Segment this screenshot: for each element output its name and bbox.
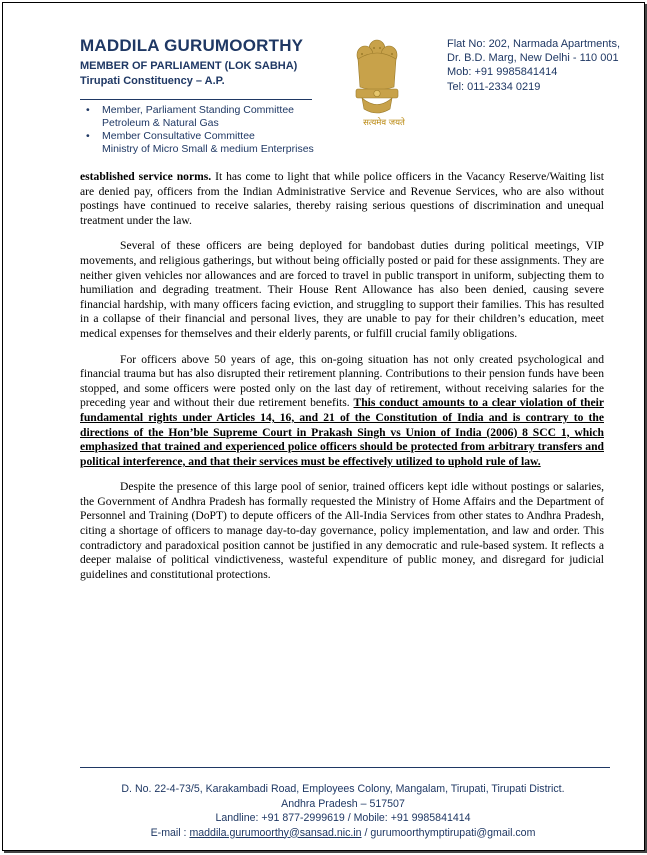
address-line2: Dr. B.D. Marg, New Delhi - 110 001 (447, 52, 619, 64)
letterhead-divider (80, 99, 312, 100)
paragraph-text: For officers above 50 years of age, this on-going situation has not only created psychological and financial trauma but has also disrupted their retirement planning. Contributions to their pension funds have been stopped, and some officers were posted only on the last day of retirement, without receiving salaries for the preceding year and without their due retirement benefits. (80, 352, 604, 410)
emblem-motto: सत्यमेव जयते (363, 118, 405, 128)
mp-constituency: Tirupati Constituency – A.P. (80, 75, 225, 87)
committee-item (86, 130, 314, 156)
email-label: E-mail : (150, 826, 190, 839)
bullet-icon: • (86, 104, 90, 116)
national-emblem-icon (348, 37, 406, 123)
emphasized-text: This conduct amounts to a clear violation of their fundamental rights under Articles 14, 16, and 21 of the Constitution of India and is contrary to the directions of the Hon’ble Supreme Court in Prakash Singh vs Union of India (2006) 8 SCC 1, which emphasized that trained and experienced police officers should be protected from arbitrary transfers and political interference, and that their services must be effectively utilized to uphold rule of law. (80, 396, 604, 468)
mp-position: MEMBER OF PARLIAMENT (LOK SABHA) (80, 60, 298, 72)
committee-item (86, 104, 314, 130)
paragraph-3 (80, 353, 604, 470)
email-link[interactable]: maddila.gurumoorthy@sansad.nic.in (189, 826, 362, 839)
committee-subject: Petroleum & Natural Gas (102, 117, 219, 129)
telephone-number: Tel: 011-2334 0219 (447, 81, 541, 93)
letter-page (2, 2, 645, 851)
letter-body (80, 170, 604, 593)
committee-list (86, 104, 314, 156)
footer-state: Andhra Pradesh – 517507 (281, 797, 405, 810)
footer-address: D. No. 22-4-73/5, Karakambadi Road, Employees Colony, Mangalam, Tirupati, Tirupati District. (121, 783, 565, 795)
footer (73, 782, 613, 840)
committee-title: Member, Parliament Standing Committee (102, 104, 294, 116)
email-secondary: / gurumoorthymptirupati@gmail.com (361, 826, 536, 839)
bullet-icon: • (86, 130, 90, 142)
paragraph-lead: established service norms. (80, 170, 212, 183)
paragraph-4: Despite the presence of this large pool of senior, trained officers kept idle without postings or salaries, the Government of Andhra Pradesh has formally requested the Ministry of Home Affairs and the Department of Personnel and Training (DoPT) to depute officers of the All-India Services from other states to Andhra Pradesh, citing a shortage of officers to manage day-to-day governance, policy implementation, and law and order. This contradictory and paradoxical position cannot be justified in any democratic and rule-based system. It reflects a deeper malaise of political vindictiveness, wasteful expenditure of public money, and disregard for judicial guidelines and constitutional protections. (80, 480, 604, 581)
mp-name: MADDILA GURUMOORTHY (80, 36, 304, 55)
footer-divider (80, 767, 610, 768)
mobile-number: Mob: +91 9985841414 (447, 66, 558, 78)
committee-title: Member Consultative Committee (102, 130, 255, 142)
committee-subject: Ministry of Micro Small & medium Enterprises (102, 143, 314, 155)
paragraph-1 (80, 170, 604, 228)
footer-email-line (73, 826, 613, 841)
footer-phones: Landline: +91 877-2999619 / Mobile: +91 9985841414 (215, 812, 471, 824)
paragraph-text: It has come to light that while police officers in the Vacancy Reserve/Waiting list are denied pay, officers from the Indian Administrative Service and Revenue Services, who are also without postings have continued to receive salaries, thereby raising serious questions of discrimination and unequal treatment under the law. (80, 170, 604, 227)
address-line1: Flat No: 202, Narmada Apartments, (447, 38, 621, 50)
paragraph-2: Several of these officers are being deployed for bandobast duties during political meetings, VIP movements, and religious gatherings, but without being officially posted or paid for these assignments. They are neither given vehicles nor allowances and are forced to travel in public transport in uniform, subjecting them to humiliation and degrading treatment. Their House Rent Allowance has also been denied, causing severe financial hardship, with many officers facing eviction, and struggling to support their families. This has resulted in a collapse of their financial and personal lives, they are unable to pay for their children’s education, meet medical expenses for themselves and their elderly parents, or fulfill crucial family obligations. (80, 239, 604, 340)
